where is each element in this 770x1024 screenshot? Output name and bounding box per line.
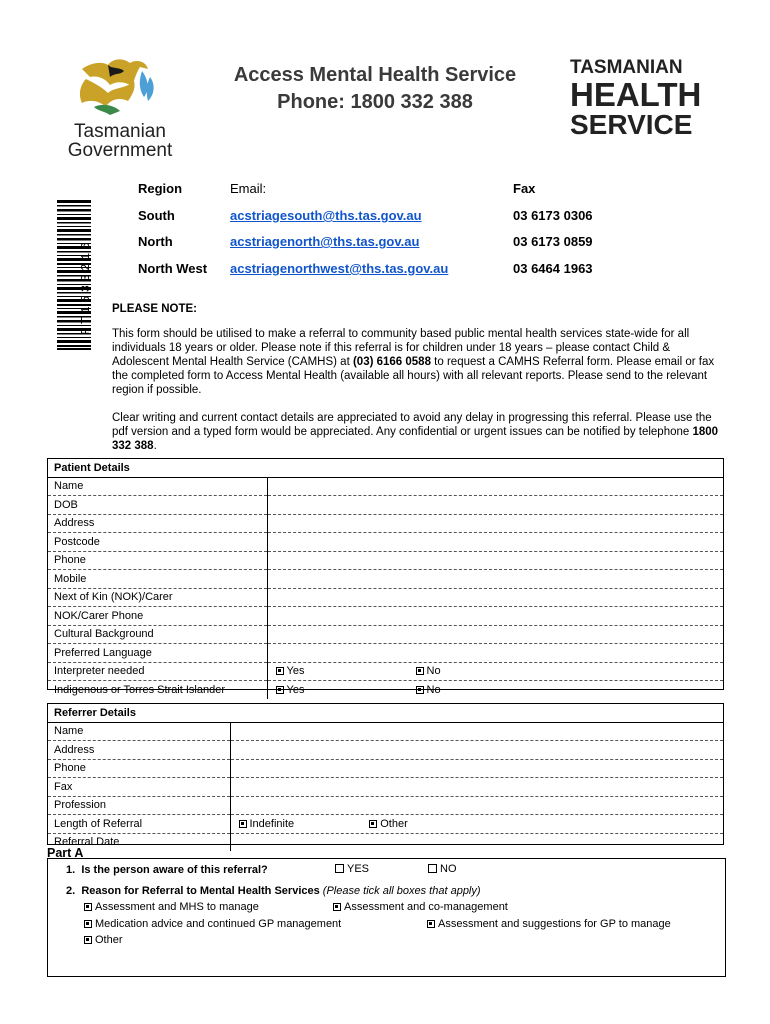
patient-nok-input[interactable] [267, 588, 723, 607]
tasmanian-tiger-emblem-icon [80, 59, 154, 115]
email-north-west-link[interactable]: acstriagenorthwest@ths.tas.gov.au [230, 261, 449, 276]
title-service: Access Mental Health Service [233, 64, 517, 86]
checkbox-icon[interactable] [239, 820, 247, 828]
region-header: Region [138, 181, 183, 196]
fax-north-west: 03 6464 1963 [513, 261, 593, 276]
indigenous-yes-option[interactable]: Yes [276, 684, 305, 696]
indigenous-options [267, 681, 723, 699]
ths-line2: HEALTH [570, 76, 702, 113]
length-of-referral-label: Length of Referral [48, 815, 230, 834]
referrer-details-heading: Referrer Details [48, 704, 723, 722]
interpreter-label: Interpreter needed [48, 662, 267, 681]
patient-mobile-input[interactable] [267, 570, 723, 589]
region-north-west: North West [138, 261, 208, 276]
checkbox-icon[interactable] [84, 903, 92, 911]
patient-field-label: Cultural Background [48, 625, 267, 644]
referrer-name-input[interactable] [230, 722, 723, 741]
email-north-link[interactable]: acstriagenorth@ths.tas.gov.au [230, 234, 420, 249]
referrer-field-label: Name [48, 722, 230, 741]
referrer-profession-input[interactable] [230, 796, 723, 815]
patient-language-input[interactable] [267, 644, 723, 663]
patient-field-label: Next of Kin (NOK)/Carer [48, 588, 267, 607]
medication-advice-option[interactable]: Medication advice and continued GP management [84, 918, 341, 930]
email-header: Email: [230, 181, 267, 196]
region-south: South [138, 208, 175, 223]
checkbox-icon[interactable] [427, 920, 435, 928]
part-a-title: Part A [47, 846, 84, 860]
checkbox-icon[interactable] [84, 936, 92, 944]
patient-field-label: Preferred Language [48, 644, 267, 663]
referral-date-label: Referral Date [48, 833, 230, 851]
assessment-comanagement-option[interactable]: Assessment and co-management [333, 901, 508, 913]
gov-name-line2: Government [67, 140, 173, 161]
referrer-field-label: Address [48, 741, 230, 760]
fax-north: 03 6173 0859 [513, 234, 593, 249]
government-name [50, 122, 190, 160]
patient-nok-phone-input[interactable] [267, 607, 723, 626]
indigenous-label: Indigenous or Torres Strait Islander [48, 681, 267, 699]
indefinite-option[interactable]: Indefinite [239, 818, 295, 830]
tasmanian-health-service-logo [570, 58, 701, 139]
referrer-field-label: Fax [48, 778, 230, 797]
referrer-details-table [47, 703, 724, 849]
note-paragraph-2: Clear writing and current contact details are appreciated to avoid any delay in progressing this referral. Please use the pdf version and a typed form would be appreciated. Any confidential or urgent issues can be notified by telephone 1800 332 388. [112, 412, 719, 452]
gov-name-line1: Tasmanian [74, 121, 166, 142]
question-2-hint: (Please tick all boxes that apply) [322, 885, 481, 897]
camhs-phone: (03) 6166 0588 [352, 356, 431, 368]
assessment-mhs-option[interactable]: Assessment and MHS to manage [84, 901, 259, 913]
referrer-address-input[interactable] [230, 741, 723, 760]
question-1: 1. Is the person aware of this referral? [66, 864, 268, 876]
referrer-field-label: Profession [48, 796, 230, 815]
q1-no-option[interactable]: NO [428, 863, 457, 875]
patient-field-label: Postcode [48, 533, 267, 552]
referral-date-input[interactable] [230, 833, 723, 851]
other-length-option[interactable]: Other [369, 818, 408, 830]
patient-postcode-input[interactable] [267, 533, 723, 552]
patient-field-label: DOB [48, 496, 267, 515]
question-2: 2. Reason for Referral to Mental Health Services (Please tick all boxes that apply) [66, 885, 481, 897]
q1-yes-option[interactable]: YES [335, 863, 369, 875]
length-of-referral-options [230, 815, 723, 834]
assessment-gp-option[interactable]: Assessment and suggestions for GP to manage [427, 918, 671, 930]
please-note-heading: PLEASE NOTE: [112, 303, 197, 315]
page-title [195, 62, 555, 116]
patient-details-table [47, 458, 724, 696]
note-paragraph-1: This form should be utilised to make a referral to community based public mental health services state-wide for all individuals 18 years or older. Please note if this referral is for children under 18 years – please contact Child & Adolescent Mental Health Service (CAMHS) at (03) 6166 0588 to request a CAMHS Referral form. Please email or fax the completed form to Access Mental Health (available all hours) with all relevant reports. Please send to the relevant region if possible. [112, 328, 715, 396]
checkbox-icon[interactable] [416, 667, 424, 675]
referrer-field-label: Phone [48, 759, 230, 778]
referrer-fax-input[interactable] [230, 778, 723, 797]
interpreter-no-option[interactable]: No [416, 665, 441, 677]
patient-details-heading: Patient Details [48, 459, 723, 477]
patient-field-label: Mobile [48, 570, 267, 589]
email-south-link[interactable]: acstriagesouth@ths.tas.gov.au [230, 208, 422, 223]
indigenous-no-option[interactable]: No [416, 684, 441, 696]
patient-field-label: Address [48, 514, 267, 533]
fax-header: Fax [513, 181, 536, 196]
patient-phone-input[interactable] [267, 551, 723, 570]
interpreter-yes-option[interactable]: Yes [276, 665, 305, 677]
patient-field-label: Name [48, 477, 267, 496]
ths-line1: TASMANIAN [570, 57, 683, 78]
checkbox-icon[interactable] [276, 686, 284, 694]
ths-line3: SERVICE [570, 109, 693, 140]
fax-south: 03 6173 0306 [513, 208, 593, 223]
patient-name-input[interactable] [267, 477, 723, 496]
barcode-number: FT1533216 [79, 238, 93, 335]
other-reason-option[interactable]: Other [84, 934, 123, 946]
patient-field-label: Phone [48, 551, 267, 570]
patient-cultural-input[interactable] [267, 625, 723, 644]
checkbox-icon[interactable] [276, 667, 284, 675]
checkbox-icon[interactable] [335, 864, 344, 873]
checkbox-icon[interactable] [84, 920, 92, 928]
checkbox-icon[interactable] [428, 864, 437, 873]
patient-field-label: NOK/Carer Phone [48, 607, 267, 626]
checkbox-icon[interactable] [416, 686, 424, 694]
region-north: North [138, 234, 173, 249]
title-phone: Phone: 1800 332 388 [277, 91, 473, 113]
urgent-phone: 1800 332 388 [112, 426, 719, 452]
referrer-phone-input[interactable] [230, 759, 723, 778]
checkbox-icon[interactable] [369, 820, 377, 828]
patient-dob-input[interactable] [267, 496, 723, 515]
patient-address-input[interactable] [267, 514, 723, 533]
interpreter-options [267, 662, 723, 681]
checkbox-icon[interactable] [333, 903, 341, 911]
